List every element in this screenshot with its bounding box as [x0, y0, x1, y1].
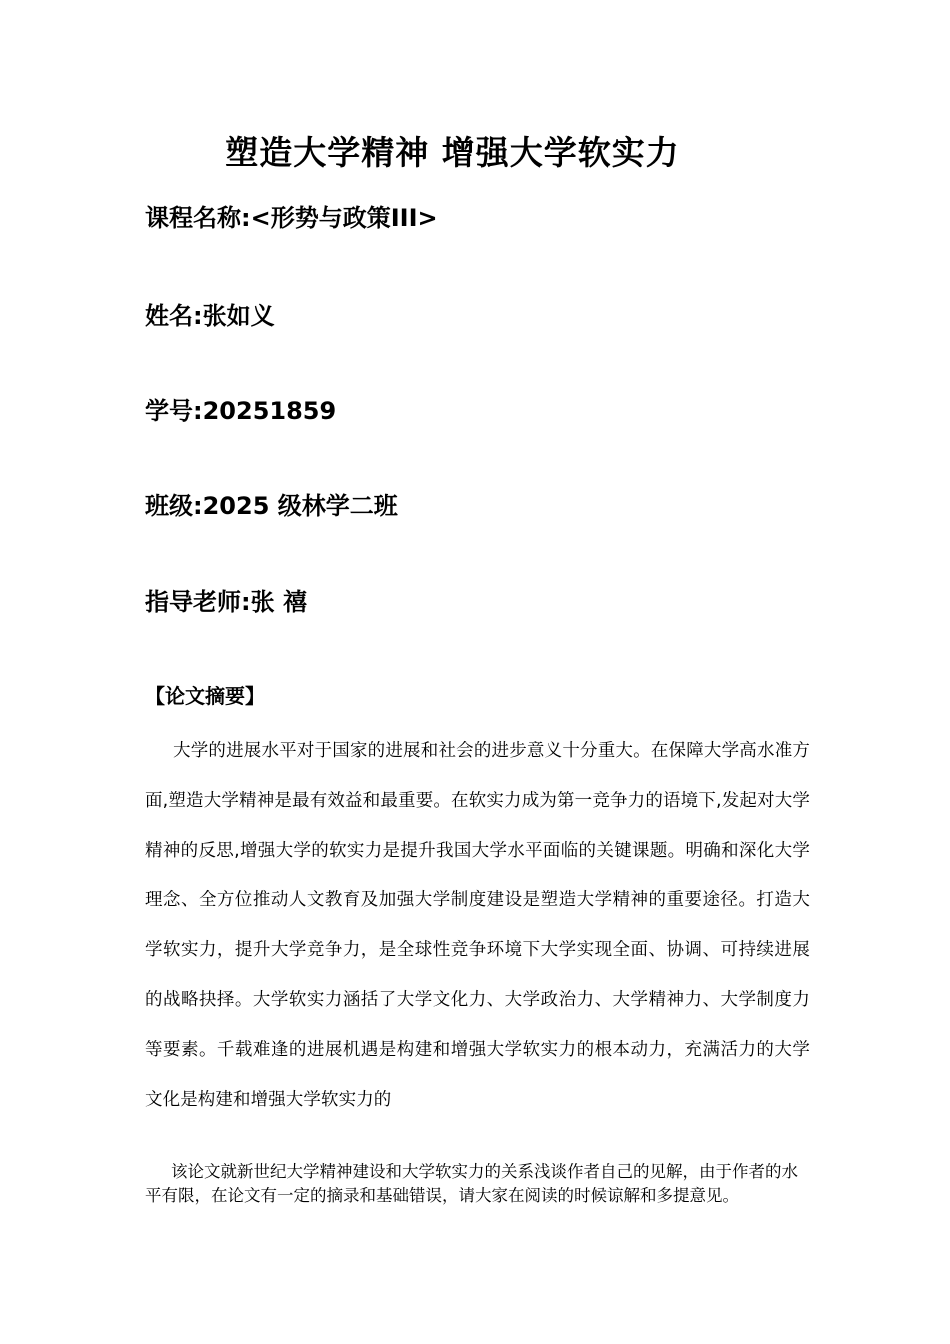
footnote: 该论文就新世纪大学精神建设和大学软实力的关系浅谈作者自己的见解，由于作者的水平有限，在论文有一定的摘录和基础错误，请大家在阅读的时候谅解和多提意见。 — [145, 1162, 798, 1205]
abstract-body: 大学的进展水平对于国家的进展和社会的进步意义十分重大。在保障大学高水准方面,塑造大学精神是最有效益和最重要。在软实力成为第一竞争力的语境下,发起对大学精神的反思,增强大学的软实力是提升我国大学水平面临的关键课题。明确和深化大学理念、全方位推动人文教育及加强大学制度建设是塑造大学精神的重要途径。打造大学软实力，提升大学竞争力，是全球性竞争环境下大学实现全面、协调、可持续进展的战略抉择。大学软实力涵括了大学文化力、大学政治力、大学精神力、大学制度力等要素。千载难逢的进展机遇是构建和增强大学软实力的根本动力，充满活力的大学文化是构建和增强大学软实力的 — [145, 741, 810, 1110]
student-id: 学号:20251859 — [145, 397, 337, 425]
document-title: 塑造大学精神 增强大学软实力 — [225, 133, 680, 172]
student-name: 姓名:张如义 — [145, 302, 275, 330]
class-name: 班级:2025 级林学二班 — [145, 492, 398, 520]
advisor-name: 指导老师:张 禧 — [145, 588, 307, 616]
course-name: 课程名称:<形势与政策III> — [145, 204, 438, 232]
abstract-heading: 【论文摘要】 — [145, 684, 265, 708]
